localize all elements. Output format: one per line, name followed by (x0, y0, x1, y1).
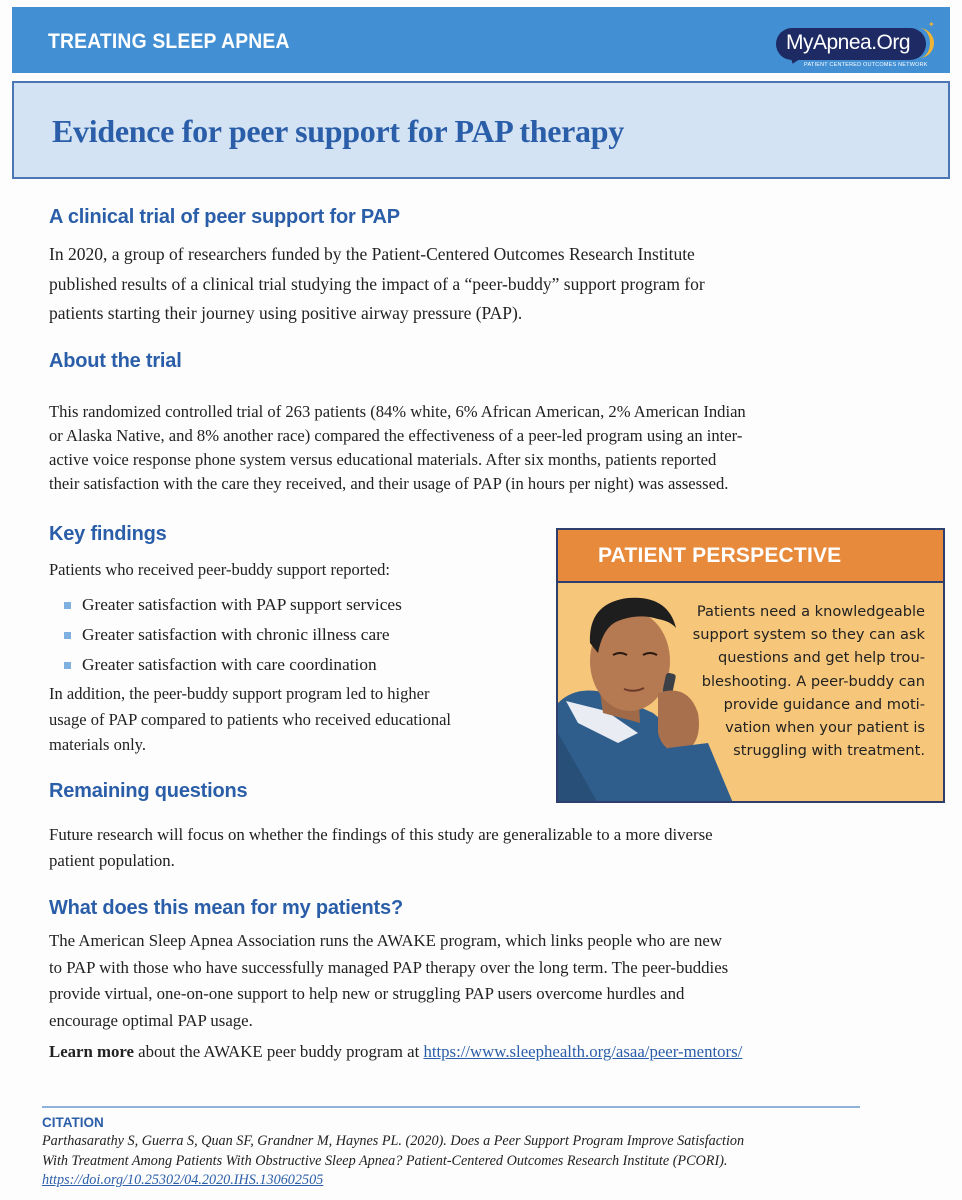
text-line: or Alaska Native, and 8% another race) compared the effectiveness of a peer-led program using an inter- (49, 426, 743, 445)
callout-header (558, 530, 943, 583)
key-findings-paragraph (49, 681, 451, 758)
heading-remaining-questions: Remaining questions (49, 780, 248, 802)
key-findings-intro: Patients who received peer-buddy support reported: (49, 560, 391, 579)
star-icon: ✦ (928, 20, 935, 29)
heading-key-findings: Key findings (49, 523, 167, 545)
text-line: to PAP with those who have successfully managed PAP therapy over the long term. The peer-buddies (49, 957, 729, 977)
text-line: With Treatment Among Patients With Obstructive Sleep Apnea? Patient-Centered Outcomes Research Institute (PCORI). (42, 1152, 728, 1169)
meaning-paragraph (49, 928, 728, 1034)
citation-label: CITATION (42, 1115, 104, 1130)
clinical-trial-paragraph (49, 240, 705, 329)
text-line: patient population. (49, 851, 175, 870)
citation-text (42, 1132, 902, 1191)
list-item: Greater satisfaction with PAP support services (64, 590, 402, 620)
patient-perspective-callout (556, 528, 945, 803)
text-line: provide virtual, one-on-one support to help new or struggling PAP users overcome hurdles and (49, 984, 685, 1003)
key-findings-list (64, 590, 402, 680)
list-item: Greater satisfaction with care coordination (64, 650, 402, 680)
header-bar (12, 7, 950, 73)
logo-text: MyApnea.Org (786, 31, 911, 54)
header-title: TREATING SLEEP APNEA (48, 30, 290, 53)
text-line: patients starting their journey using positive airway pressure (PAP). (49, 303, 523, 323)
logo-tagline: PATIENT CENTERED OUTCOMES NETWORK (804, 62, 928, 68)
myapnea-logo[interactable] (776, 20, 935, 72)
learn-more-label: Learn more (49, 1042, 134, 1061)
about-trial-paragraph (49, 400, 746, 496)
remaining-questions-paragraph (49, 822, 713, 874)
heading-clinical-trial: A clinical trial of peer support for PAP (49, 206, 400, 228)
callout-title: PATIENT PERSPECTIVE (598, 544, 842, 567)
text-line: This randomized controlled trial of 263 patients (84% white, 6% African American, 2% American Indian (49, 402, 746, 421)
learn-more-line (49, 1039, 742, 1065)
moon-icon (916, 28, 934, 58)
peer-mentors-link[interactable]: https://www.sleephealth.org/asaa/peer-mentors/ (423, 1042, 743, 1061)
doi-link[interactable]: https://doi.org/10.25302/04.2020.IHS.130602505 (42, 1172, 324, 1188)
text-line: In addition, the peer-buddy support program led to higher (49, 684, 430, 703)
text-line: published results of a clinical trial studying the impact of a “peer-buddy” support program for (49, 273, 705, 294)
text-line: encourage optimal PAP usage. (49, 1010, 253, 1030)
citation-divider (42, 1106, 860, 1108)
text-line: The American Sleep Apnea Association runs the AWAKE program, which links people who are new (49, 931, 722, 950)
text-line: active voice response phone system versus educational materials. After six months, patients reported (49, 450, 717, 469)
list-item: Greater satisfaction with chronic illness care (64, 620, 402, 650)
text-line: Future research will focus on whether the findings of this study are generalizable to a more diverse (49, 825, 713, 844)
text-line: their satisfaction with the care they received, and their usage of PAP (in hours per night) was assessed. (49, 474, 729, 493)
page-title: Evidence for peer support for PAP therapy (52, 113, 624, 149)
text-line: Parthasarathy S, Guerra S, Quan SF, Grandner M, Haynes PL. (2020). Does a Peer Support Program Improve Satisfaction (42, 1133, 745, 1149)
title-box (12, 81, 950, 179)
text-line: In 2020, a group of researchers funded by the Patient-Centered Outcomes Research Institute (49, 244, 695, 264)
text-line: materials only. (49, 735, 146, 754)
text-line: usage of PAP compared to patients who received educational (49, 709, 451, 729)
bullet-square-icon (64, 602, 71, 609)
bullet-square-icon (64, 632, 71, 639)
bullet-square-icon (64, 662, 71, 669)
heading-what-this-means: What does this mean for my patients? (49, 897, 403, 919)
heading-about-trial: About the trial (49, 350, 182, 372)
learn-more-text: about the AWAKE peer buddy program at (133, 1042, 424, 1061)
callout-quote: Patients need a knowledgeable support system so they can ask questions and get help trou- bleshooting. A peer-buddy can provide guidance and moti- vation when your patient is struggling with treatment. (692, 603, 925, 760)
